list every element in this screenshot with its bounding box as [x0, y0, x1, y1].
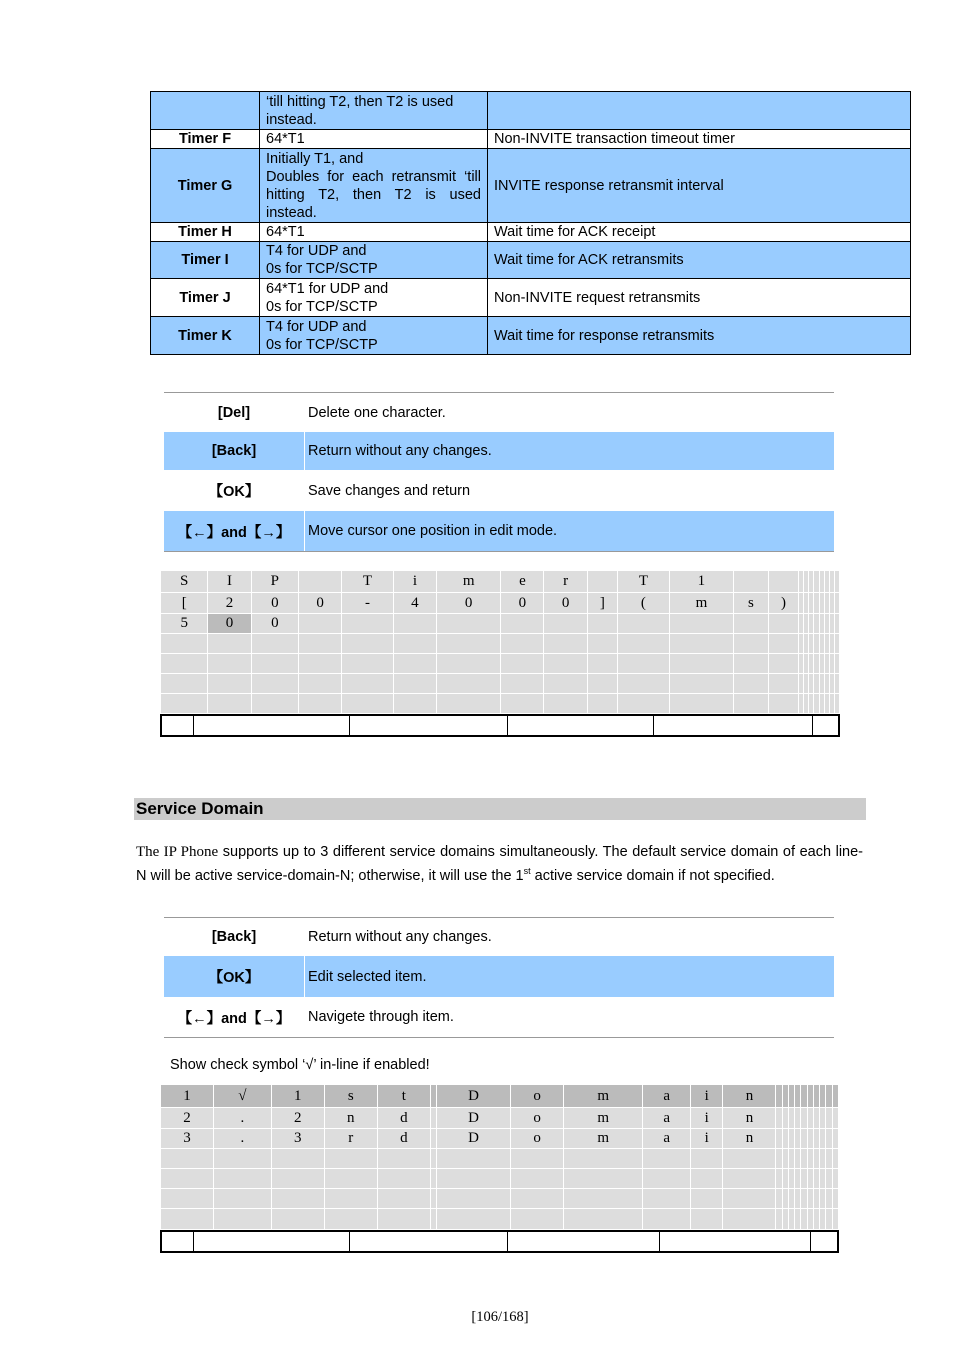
lcd-cell: d	[377, 1129, 430, 1149]
softkey-segment	[194, 716, 350, 735]
ordinal-suffix: st	[523, 865, 531, 876]
lcd-cell	[768, 614, 798, 634]
lcd-cell: 4	[393, 593, 436, 614]
timer-value-line: T4 for UDP and	[266, 243, 367, 259]
lcd-cell: .	[214, 1108, 272, 1129]
lcd-cell	[501, 694, 544, 714]
lcd-cell	[768, 674, 798, 694]
key-description: Edit selected item.	[304, 956, 834, 997]
lcd-cell	[768, 571, 798, 593]
lcd-cell	[501, 614, 544, 634]
lcd-cell	[544, 654, 587, 674]
lcd-cell: a	[643, 1108, 691, 1129]
lcd-cell	[501, 634, 544, 654]
lcd-cell	[214, 1189, 272, 1209]
lcd-cell	[834, 571, 839, 593]
lcd-cell	[393, 654, 436, 674]
timer-value-line: 0s for TCP/SCTP	[266, 336, 378, 353]
lcd-cell	[342, 654, 394, 674]
lcd-cell	[436, 654, 500, 674]
lcd-cell: m	[564, 1085, 643, 1108]
lcd-screen-timer	[160, 570, 840, 737]
timer-value-line: 64*T1	[266, 224, 305, 240]
lcd-cell	[834, 654, 839, 674]
lcd-cell	[691, 1149, 723, 1169]
lcd-cell	[564, 1189, 643, 1209]
lcd-cell	[618, 674, 670, 694]
lcd-cell	[669, 674, 733, 694]
lcd-cell	[161, 1169, 214, 1189]
lcd-cell: [	[161, 593, 208, 614]
timer-value	[260, 242, 488, 279]
lcd-cell: .	[214, 1129, 272, 1149]
lcd-cell: 0	[436, 593, 500, 614]
lcd-cell	[161, 1209, 214, 1230]
timer-value	[260, 149, 488, 223]
lcd-cell	[768, 694, 798, 714]
domain-keys-table	[164, 917, 834, 1038]
lcd-cell	[832, 1149, 838, 1169]
key-description: Return without any changes.	[304, 432, 834, 470]
timer-value-line: Initially T1, and	[266, 150, 364, 167]
lcd-cell	[834, 614, 839, 634]
lcd-cell: o	[511, 1129, 564, 1149]
lcd-cell	[564, 1149, 643, 1169]
key-label: [Del]	[217, 404, 251, 421]
lcd-cell	[161, 1149, 214, 1169]
lcd-cell: √	[214, 1085, 272, 1108]
timer-row	[151, 130, 911, 149]
lcd-cell: P	[251, 571, 298, 593]
lcd-cell: 0	[251, 614, 298, 634]
timer-description: Non-INVITE request retransmits	[488, 279, 911, 317]
lcd-cell: o	[511, 1108, 564, 1129]
lcd-cell	[377, 1189, 430, 1209]
lcd-cell	[544, 634, 587, 654]
lcd-cell: )	[768, 593, 798, 614]
lcd-cell	[734, 571, 769, 593]
softkey-segment	[162, 716, 194, 735]
lcd-cell	[834, 694, 839, 714]
lcd-cell	[299, 571, 342, 593]
timer-value-line: 0s for TCP/SCTP	[266, 261, 378, 277]
lcd-row	[161, 634, 840, 654]
lcd-cell: o	[511, 1085, 564, 1108]
softkey-segment	[660, 1232, 811, 1251]
key-description: Save changes and return	[304, 470, 834, 511]
lcd-cell	[324, 1209, 377, 1230]
lcd-cell: 1	[161, 1085, 214, 1108]
key-label: 【OK】	[208, 484, 260, 500]
lcd-cell	[669, 694, 733, 714]
lcd-cell	[214, 1169, 272, 1189]
lcd-cell	[208, 654, 251, 674]
softkey-segment	[350, 716, 508, 735]
lcd-cell	[342, 634, 394, 654]
lcd-cell	[161, 694, 208, 714]
lcd-cell	[734, 634, 769, 654]
lcd-cell	[832, 1108, 838, 1129]
lcd-cell	[618, 654, 670, 674]
lcd-cell	[208, 694, 251, 714]
timer-value-line: 64*T1	[266, 131, 305, 147]
lcd-cell	[768, 634, 798, 654]
check-note: Show check symbol ‘√’ in-line if enabled!	[170, 1057, 430, 1073]
lcd-cell: 1	[271, 1085, 324, 1108]
lcd-cell: m	[436, 571, 500, 593]
lcd-cell: s	[734, 593, 769, 614]
lcd-cell	[587, 571, 617, 593]
softkey-bar	[160, 714, 840, 737]
page-number: [106/168]	[471, 1309, 529, 1325]
lcd-cell	[437, 1169, 511, 1189]
lcd-cell	[691, 1189, 723, 1209]
lcd-cell	[393, 694, 436, 714]
lcd-cell	[511, 1169, 564, 1189]
lcd-cell	[393, 674, 436, 694]
lcd-cell	[544, 614, 587, 634]
lcd-cell	[511, 1149, 564, 1169]
timer-description: Non-INVITE transaction timeout timer	[488, 130, 911, 149]
timer-row	[151, 317, 911, 355]
timer-value	[260, 130, 488, 149]
lcd-cell: a	[643, 1085, 691, 1108]
lcd-grid	[160, 570, 840, 714]
lcd-cell: 1	[669, 571, 733, 593]
lcd-cell	[723, 1209, 776, 1230]
lcd-cell	[564, 1169, 643, 1189]
lcd-cell: 0	[544, 593, 587, 614]
timer-name: Timer F	[151, 130, 260, 149]
lcd-cell	[832, 1209, 838, 1230]
lcd-row	[161, 1149, 839, 1169]
timer-row	[151, 223, 911, 242]
lcd-row	[161, 1169, 839, 1189]
softkey-segment	[350, 1232, 508, 1251]
lcd-cell: n	[324, 1108, 377, 1129]
lcd-cell	[618, 614, 670, 634]
lcd-cell: i	[691, 1108, 723, 1129]
key-row	[164, 511, 834, 551]
lcd-cell	[511, 1209, 564, 1230]
lcd-cell: D	[437, 1108, 511, 1129]
timer-name: Timer H	[151, 223, 260, 242]
key-label: [Back]	[211, 443, 257, 459]
lcd-cell	[208, 634, 251, 654]
lcd-cell: 0	[501, 593, 544, 614]
timer-value	[260, 223, 488, 242]
lcd-cell	[669, 614, 733, 634]
lcd-cell	[161, 674, 208, 694]
intro-text-end: active service domain if not specified.	[530, 867, 775, 884]
lcd-cell: -	[342, 593, 394, 614]
lcd-cell	[214, 1209, 272, 1230]
lcd-cell	[161, 654, 208, 674]
lcd-cell	[299, 614, 342, 634]
lcd-cell: ]	[587, 593, 617, 614]
lcd-row	[161, 1209, 839, 1230]
timer-value-line: instead.	[266, 111, 317, 128]
softkey-segment	[508, 1232, 660, 1251]
lcd-cell	[271, 1209, 324, 1230]
lcd-cell: n	[723, 1108, 776, 1129]
key-label: 【←】and【→】	[177, 524, 291, 541]
lcd-cell: a	[643, 1129, 691, 1149]
lcd-cell	[342, 674, 394, 694]
timer-description	[488, 92, 911, 130]
lcd-cell	[324, 1149, 377, 1169]
lcd-row	[161, 593, 840, 614]
timer-description: Wait time for response retransmits	[488, 317, 911, 355]
lcd-cell	[251, 694, 298, 714]
timer-table	[150, 91, 911, 355]
key-description: Move cursor one position in edit mode.	[304, 511, 834, 551]
lcd-cell	[734, 694, 769, 714]
timer-value	[260, 92, 488, 130]
softkey-segment	[162, 1232, 194, 1251]
lcd-cell	[691, 1169, 723, 1189]
lcd-cell: e	[501, 571, 544, 593]
lcd-cell: I	[208, 571, 251, 593]
lcd-cell	[251, 654, 298, 674]
lcd-cell	[436, 674, 500, 694]
lcd-cell: (	[618, 593, 670, 614]
lcd-cell	[643, 1209, 691, 1230]
key-row	[164, 997, 834, 1037]
lcd-cell	[299, 694, 342, 714]
timer-value	[260, 317, 488, 355]
lcd-cell	[271, 1169, 324, 1189]
lcd-cell: 3	[161, 1129, 214, 1149]
lcd-cell: D	[437, 1085, 511, 1108]
lcd-cell	[501, 654, 544, 674]
lcd-cell	[208, 674, 251, 694]
edit-keys-table	[164, 392, 834, 552]
key-row	[164, 956, 834, 997]
lcd-cell	[669, 654, 733, 674]
lcd-cell	[214, 1149, 272, 1169]
key-label: [Back]	[211, 929, 257, 945]
timer-description: INVITE response retransmit interval	[488, 149, 911, 223]
lcd-cell	[832, 1189, 838, 1209]
key-description: Navigete through item.	[304, 997, 834, 1037]
key-row	[164, 918, 834, 956]
lcd-cell	[734, 654, 769, 674]
key-label: 【←】and【→】	[177, 1010, 291, 1027]
lcd-cell: m	[564, 1129, 643, 1149]
lcd-cell	[436, 694, 500, 714]
lcd-cell	[643, 1169, 691, 1189]
lcd-cell	[271, 1189, 324, 1209]
lcd-row	[161, 1085, 839, 1108]
softkey-segment	[813, 716, 838, 735]
lcd-cell	[834, 593, 839, 614]
lcd-cell	[544, 674, 587, 694]
timer-name: Timer G	[151, 149, 260, 223]
lcd-cell	[161, 634, 208, 654]
timer-value-line: T4 for UDP and	[266, 318, 367, 335]
lcd-cell	[723, 1169, 776, 1189]
lcd-cell: D	[437, 1129, 511, 1149]
lcd-cell	[299, 654, 342, 674]
lcd-cell	[377, 1169, 430, 1189]
lcd-cell: 5	[161, 614, 208, 634]
lcd-cell: T	[618, 571, 670, 593]
key-row	[164, 432, 834, 470]
lcd-cell	[437, 1209, 511, 1230]
key-label: 【OK】	[208, 970, 260, 986]
lcd-cell	[834, 674, 839, 694]
timer-value	[260, 279, 488, 317]
lcd-cell: i	[393, 571, 436, 593]
lcd-cell	[832, 1169, 838, 1189]
lcd-cell	[511, 1189, 564, 1209]
lcd-cell	[299, 634, 342, 654]
section-heading: Service Domain	[134, 798, 866, 820]
timer-description: Wait time for ACK receipt	[488, 223, 911, 242]
softkey-segment	[508, 716, 654, 735]
lcd-cell: n	[723, 1085, 776, 1108]
lcd-cell	[299, 674, 342, 694]
softkey-segment	[654, 716, 813, 735]
lcd-cell: d	[377, 1108, 430, 1129]
timer-name	[151, 92, 260, 130]
lcd-cell	[324, 1169, 377, 1189]
lcd-cell: r	[544, 571, 587, 593]
lcd-cell	[437, 1149, 511, 1169]
lcd-row	[161, 1129, 839, 1149]
lcd-cell	[618, 634, 670, 654]
key-description: Delete one character.	[304, 393, 834, 432]
intro-paragraph	[136, 843, 863, 885]
lcd-row	[161, 674, 840, 694]
lcd-cell	[643, 1189, 691, 1209]
lcd-row	[161, 654, 840, 674]
softkey-segment	[194, 1232, 350, 1251]
lcd-cell	[377, 1209, 430, 1230]
lcd-cell	[342, 694, 394, 714]
lcd-cell	[436, 634, 500, 654]
timer-row	[151, 149, 911, 223]
lcd-cell	[834, 634, 839, 654]
lcd-cell	[587, 634, 617, 654]
timer-value-line: Doubles for each retransmit ‘till hitting T2, then T2 is used instead.	[266, 168, 481, 221]
lcd-cell	[723, 1189, 776, 1209]
lcd-cell	[723, 1149, 776, 1169]
key-description: Return without any changes.	[304, 918, 834, 956]
lcd-cell: s	[324, 1085, 377, 1108]
product-name: The IP Phone	[136, 844, 219, 860]
lcd-cell: 0	[299, 593, 342, 614]
softkey-bar	[160, 1230, 839, 1253]
lcd-cell: r	[324, 1129, 377, 1149]
lcd-row	[161, 694, 840, 714]
lcd-cell: 2	[271, 1108, 324, 1129]
lcd-cell	[251, 674, 298, 694]
lcd-cell	[669, 634, 733, 654]
lcd-cell	[393, 634, 436, 654]
lcd-cell	[832, 1129, 838, 1149]
key-row	[164, 393, 834, 432]
lcd-cell	[587, 694, 617, 714]
lcd-cell	[691, 1209, 723, 1230]
timer-value-line: 64*T1 for UDP and	[266, 280, 389, 297]
lcd-cell: T	[342, 571, 394, 593]
lcd-cell	[437, 1189, 511, 1209]
timer-description: Wait time for ACK retransmits	[488, 242, 911, 279]
timer-name: Timer K	[151, 317, 260, 355]
lcd-cell: i	[691, 1129, 723, 1149]
lcd-row	[161, 1108, 839, 1129]
timer-row	[151, 279, 911, 317]
timer-row	[151, 242, 911, 279]
lcd-cell	[618, 694, 670, 714]
key-row	[164, 470, 834, 511]
lcd-cell	[768, 654, 798, 674]
lcd-cell	[251, 634, 298, 654]
lcd-cell	[587, 654, 617, 674]
lcd-cell	[564, 1209, 643, 1230]
lcd-cell: i	[691, 1085, 723, 1108]
lcd-cell	[436, 614, 500, 634]
lcd-cell: m	[564, 1108, 643, 1129]
timer-name: Timer J	[151, 279, 260, 317]
lcd-cell	[342, 614, 394, 634]
timer-row	[151, 92, 911, 130]
lcd-cell	[161, 1189, 214, 1209]
lcd-cell: t	[377, 1085, 430, 1108]
lcd-cell: m	[669, 593, 733, 614]
lcd-screen-domains	[160, 1084, 839, 1253]
lcd-cell: S	[161, 571, 208, 593]
lcd-cell: 0	[208, 614, 251, 634]
lcd-cell	[587, 614, 617, 634]
lcd-cell	[393, 614, 436, 634]
lcd-cell: 2	[161, 1108, 214, 1129]
lcd-cell: 3	[271, 1129, 324, 1149]
timer-value-line: 0s for TCP/SCTP	[266, 298, 378, 315]
lcd-cell: n	[723, 1129, 776, 1149]
lcd-row	[161, 614, 840, 634]
lcd-cell	[501, 674, 544, 694]
intro-text: supports up to 3 different service domains simultaneously. The default service domain of each line-N will be active service-domain-N; otherwise, it will use the 1	[136, 844, 863, 884]
timer-value-line: ‘till hitting T2, then T2 is used	[266, 93, 454, 110]
lcd-cell	[832, 1085, 838, 1108]
lcd-cell	[324, 1189, 377, 1209]
lcd-cell: 2	[208, 593, 251, 614]
lcd-row	[161, 1189, 839, 1209]
lcd-cell	[734, 614, 769, 634]
softkey-segment	[811, 1232, 837, 1251]
lcd-grid	[160, 1084, 839, 1230]
lcd-cell	[643, 1149, 691, 1169]
lcd-cell	[271, 1149, 324, 1169]
timer-name: Timer I	[151, 242, 260, 279]
lcd-cell	[734, 674, 769, 694]
lcd-cell: 0	[251, 593, 298, 614]
lcd-row	[161, 571, 840, 593]
lcd-cell	[544, 694, 587, 714]
lcd-cell	[587, 674, 617, 694]
lcd-cell	[377, 1149, 430, 1169]
